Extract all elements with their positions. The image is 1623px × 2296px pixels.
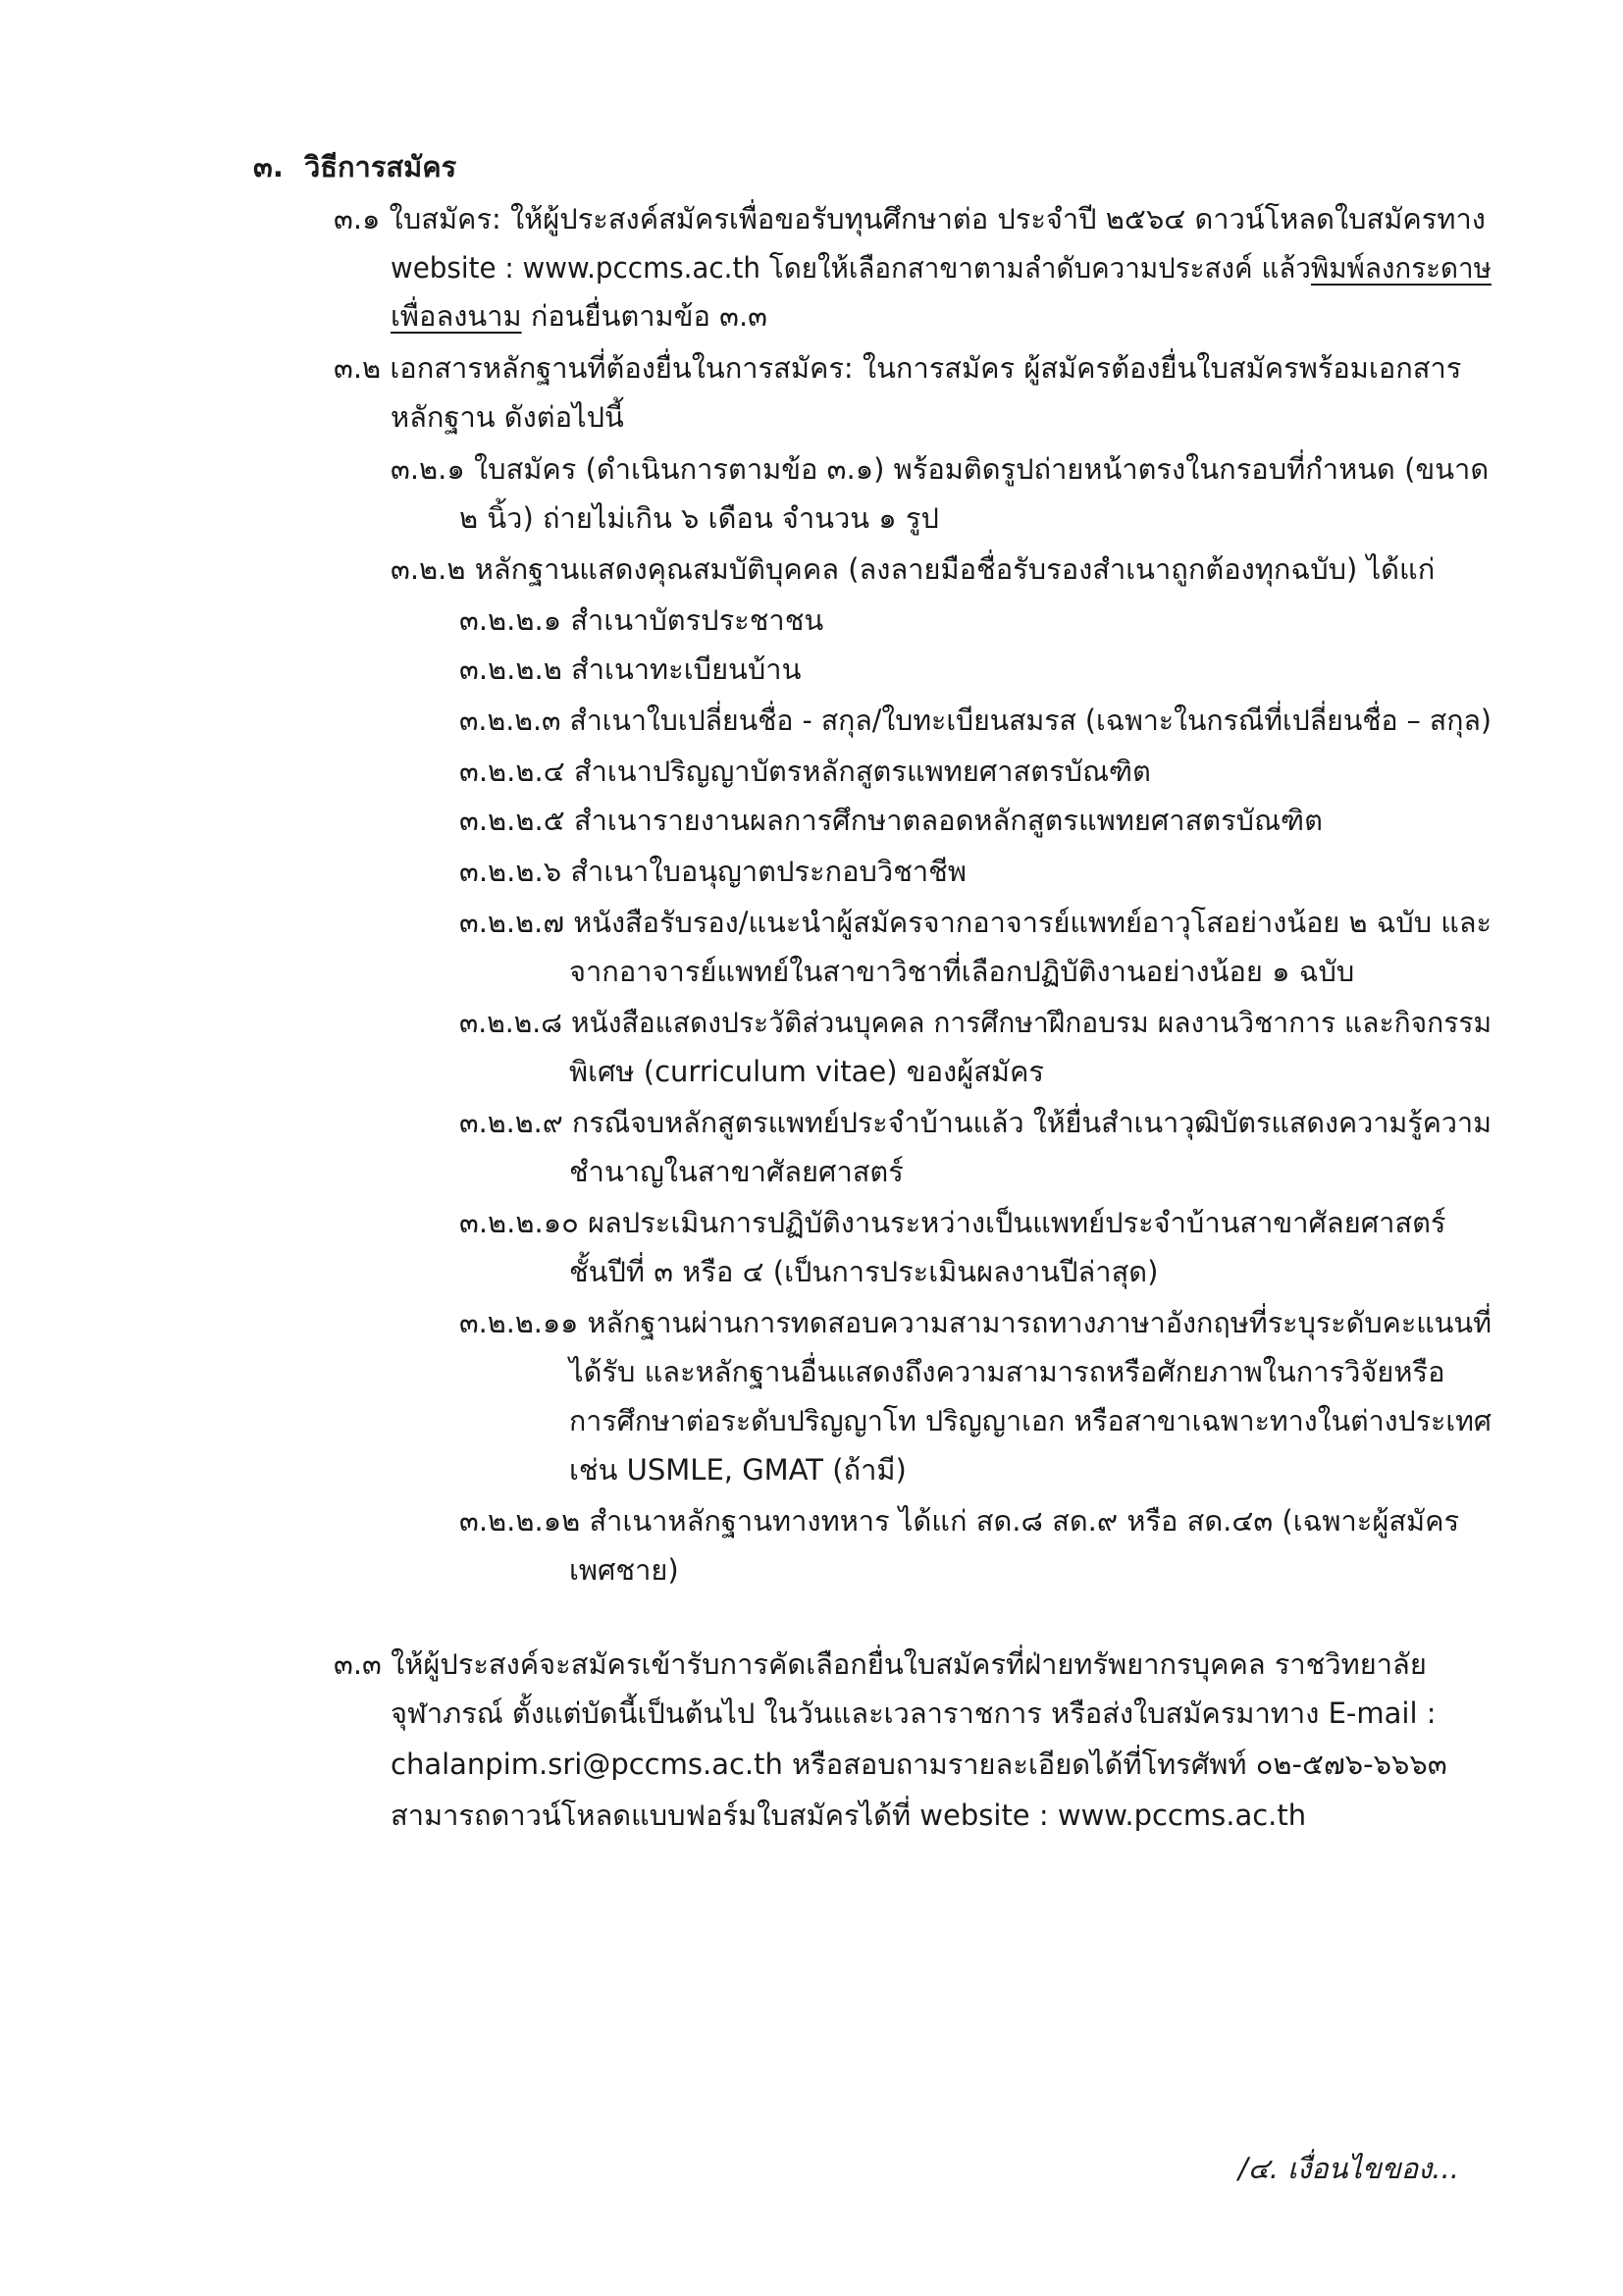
- item-3-3-line-1: ๓.๓ ให้ผู้ประสงค์จะสมัครเข้ารับการคัดเลือกยื่นใบสมัครที่ฝ่ายทรัพยากรบุคคล ราชวิทยาลัย: [334, 1647, 1427, 1681]
- section-number: ๓.: [253, 150, 284, 183]
- list-item-3-2-2-7-line-1: ๓.๒.๒.๗ หนังสือรับรอง/แนะนำผู้สมัครจากอาจารย์แพทย์อาวุโสอย่างน้อย ๒ ฉบับ และ: [459, 906, 1492, 939]
- item-3-1-line-1: ๓.๑ ใบสมัคร: ให้ผู้ประสงค์สมัครเพื่อขอรับทุนศึกษาต่อ ประจำปี ๒๕๖๔ ดาวน์โหลดใบสมัครทาง: [334, 202, 1486, 235]
- list-item-3-2-2-11-line-2: ได้รับ และหลักฐานอื่นแสดงถึงความสามารถหรือศักยภาพในการวิจัยหรือ: [569, 1355, 1445, 1388]
- item-3-2-2-line-1: ๓.๒.๒ หลักฐานแสดงคุณสมบัติบุคคล (ลงลายมือชื่อรับรองสำเนาถูกต้องทุกฉบับ) ได้แก่: [391, 552, 1436, 586]
- list-item-3-2-2-9-line-2: ชำนาญในสาขาศัลยศาสตร์: [569, 1155, 904, 1188]
- list-item-3-2-2-8-line-1: ๓.๒.๒.๘ หนังสือแสดงประวัติส่วนบุคคล การศึกษาฝึกอบรม ผลงานวิชาการ และกิจกรรม: [459, 1006, 1492, 1039]
- item-3-1-sign-underline: เพื่อลงนาม: [391, 299, 522, 333]
- list-item-3-2-2-1: ๓.๒.๒.๑ สำเนาบัตรประชาชน: [459, 603, 824, 637]
- list-item-3-2-2-2: ๓.๒.๒.๒ สำเนาทะเบียนบ้าน: [459, 652, 802, 686]
- item-3-3-line-3: chalanpim.sri@pccms.ac.th หรือสอบถามรายละเอียดได้ที่โทรศัพท์ ๐๒-๕๗๖-๖๖๖๓: [391, 1748, 1447, 1781]
- item-3-3-line-4: สามารถดาวน์โหลดแบบฟอร์มใบสมัครได้ที่ website : www.pccms.ac.th: [391, 1799, 1307, 1832]
- list-item-3-2-2-5: ๓.๒.๒.๕ สำเนารายงานผลการศึกษาตลอดหลักสูตรแพทยศาสตรบัณฑิต: [459, 804, 1323, 837]
- item-3-2-line-2: หลักฐาน ดังต่อไปนี้: [391, 400, 624, 434]
- list-item-3-2-2-3: ๓.๒.๒.๓ สำเนาใบเปลี่ยนชื่อ - สกุล/ใบทะเบียนสมรส (เฉพาะในกรณีที่เปลี่ยนชื่อ – สกุล): [459, 704, 1492, 737]
- list-item-3-2-2-4: ๓.๒.๒.๔ สำเนาปริญญาบัตรหลักสูตรแพทยศาสตรบัณฑิต: [459, 755, 1151, 788]
- list-item-3-2-2-12-line-2: เพศชาย): [569, 1553, 679, 1587]
- list-item-3-2-2-10-line-2: ชั้นปีที่ ๓ หรือ ๔ (เป็นการประเมินผลงานปีล่าสุด): [569, 1255, 1159, 1288]
- item-3-2-line-1: ๓.๒ เอกสารหลักฐานที่ต้องยื่นในการสมัคร: ในการสมัคร ผู้สมัครต้องยื่นใบสมัครพร้อมเอกสาร: [334, 351, 1462, 385]
- list-item-3-2-2-11-line-3: การศึกษาต่อระดับปริญญาโท ปริญญาเอก หรือสาขาเฉพาะทางในต่างประเทศ: [569, 1404, 1492, 1437]
- item-3-1-line-3-text: ก่อนยื่นตามข้อ ๓.๓: [521, 299, 768, 333]
- list-item-3-2-2-8-line-2: พิเศษ (curriculum vitae) ของผู้สมัคร: [569, 1055, 1044, 1088]
- list-item-3-2-2-12-line-1: ๓.๒.๒.๑๒ สำเนาหลักฐานทางทหาร ได้แก่ สด.๘ สด.๙ หรือ สด.๔๓ (เฉพาะผู้สมัคร: [459, 1504, 1460, 1538]
- item-3-2-1-line-1: ๓.๒.๑ ใบสมัคร (ดำเนินการตามข้อ ๓.๑) พร้อมติดรูปถ่ายหน้าตรงในกรอบที่กำหนด (ขนาด: [391, 452, 1490, 486]
- list-item-3-2-2-10-line-1: ๓.๒.๒.๑๐ ผลประเมินการปฏิบัติงานระหว่างเป็นแพทย์ประจำบ้านสาขาศัลยศาสตร์: [459, 1206, 1446, 1239]
- item-3-1-line-3: [391, 296, 767, 336]
- item-3-3-line-2: จุฬาภรณ์ ตั้งแต่บัดนี้เป็นต้นไป ในวันและเวลาราชการ หรือส่งใบสมัครมาทาง E-mail :: [391, 1696, 1437, 1730]
- list-item-3-2-2-7-line-2: จากอาจารย์แพทย์ในสาขาวิชาที่เลือกปฏิบัติงานอย่างน้อย ๑ ฉบับ: [569, 955, 1355, 988]
- list-item-3-2-2-9-line-1: ๓.๒.๒.๙ กรณีจบหลักสูตรแพทย์ประจำบ้านแล้ว ให้ยื่นสำเนาวุฒิบัตรแสดงความรู้ความ: [459, 1106, 1492, 1139]
- item-3-2-1-line-2: ๒ นิ้ว) ถ่ายไม่เกิน ๖ เดือน จำนวน ๑ รูป: [459, 501, 939, 535]
- list-item-3-2-2-6: ๓.๒.๒.๖ สำเนาใบอนุญาตประกอบวิชาชีพ: [459, 855, 967, 888]
- item-3-1-line-2: [391, 248, 1492, 287]
- section-title: วิธีการสมัคร: [304, 150, 457, 183]
- item-3-1-line-2-text: website : www.pccms.ac.th โดยให้เลือกสาขาตามลำดับความประสงค์ แล้ว: [391, 251, 1311, 285]
- item-3-1-print-underline: พิมพ์ลงกระดาษ: [1310, 251, 1492, 285]
- list-item-3-2-2-11-line-1: ๓.๒.๒.๑๑ หลักฐานผ่านการทดสอบความสามารถทางภาษาอังกฤษที่ระบุระดับคะแนนที่: [459, 1306, 1492, 1339]
- page-continuation: /๔. เงื่อนไขของ...: [1238, 2152, 1459, 2185]
- list-item-3-2-2-11-line-4: เช่น USMLE, GMAT (ถ้ามี): [569, 1453, 907, 1487]
